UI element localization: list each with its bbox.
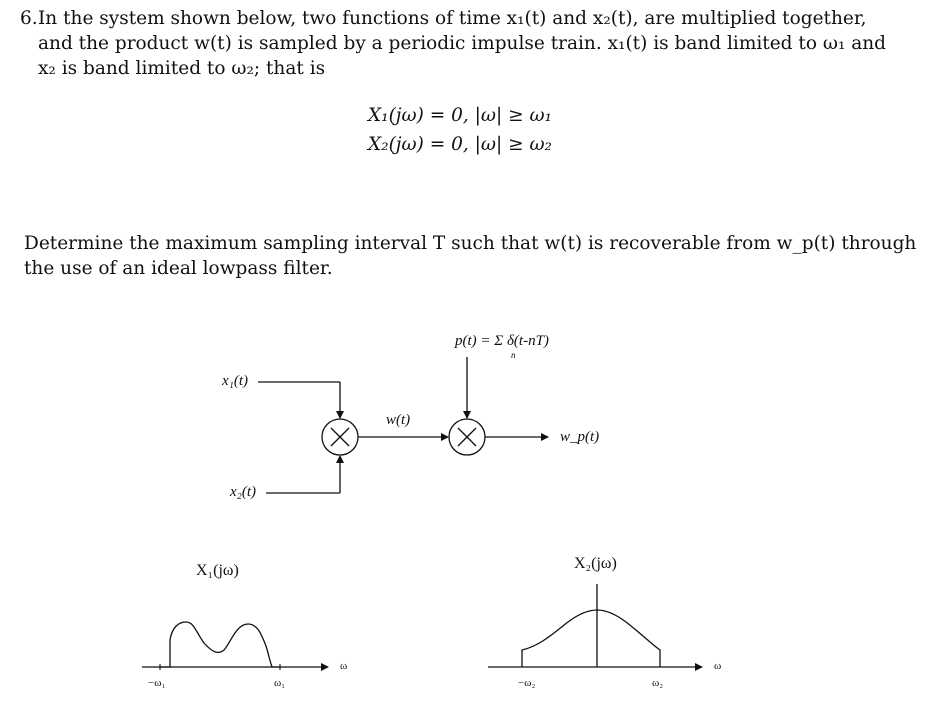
p-sum-index: n: [511, 350, 516, 360]
plot-x2-axis-label: ω: [714, 660, 722, 672]
multiplier-2: [449, 419, 485, 455]
problem-line-1: In the system shown below, two functions of time x₁(t) and x₂(t), are multiplied together,: [38, 8, 867, 29]
wp-label: w_p(t): [560, 429, 600, 445]
p-label: p(t) = Σ δ(t-nT): [455, 333, 549, 349]
plot-x2-neg-tick-label: −ω₂: [518, 677, 536, 689]
equation-x1: X₁(jω) = 0, |ω| ≥ ω₁: [368, 105, 552, 126]
multiplier-1: [322, 419, 358, 455]
plot-x2-title: X₂(jω): [574, 555, 617, 572]
problem-number: 6.: [20, 8, 38, 29]
w-label: w(t): [386, 412, 411, 428]
plot-x1-axis-label: ω: [340, 660, 348, 672]
question-line-2: the use of an ideal lowpass filter.: [24, 258, 333, 279]
plot-x2-spectrum: [522, 610, 660, 667]
x1-label: x₁(t): [222, 373, 249, 389]
equation-x2: X₂(jω) = 0, |ω| ≥ ω₂: [368, 134, 552, 155]
problem-line-2: and the product w(t) is sampled by a periodic impulse train. x₁(t) is band limited to ω₁ and: [38, 33, 887, 54]
x2-label: x₂(t): [230, 484, 257, 500]
plot-x1-pos-tick-label: ω₁: [274, 677, 286, 689]
question-line-1: Determine the maximum sampling interval T such that w(t) is recoverable from w_p(t) through: [24, 233, 917, 254]
plot-x2: [488, 584, 702, 667]
plot-x1: [142, 622, 328, 670]
plot-x1-spectrum: [160, 622, 280, 667]
plot-x1-neg-tick-label: −ω₁: [148, 677, 166, 689]
plot-x1-title: X₁(jω): [196, 562, 239, 579]
problem-line-3: x₂ is band limited to ω₂; that is: [38, 58, 326, 79]
plot-x2-pos-tick-label: ω₂: [652, 677, 664, 689]
